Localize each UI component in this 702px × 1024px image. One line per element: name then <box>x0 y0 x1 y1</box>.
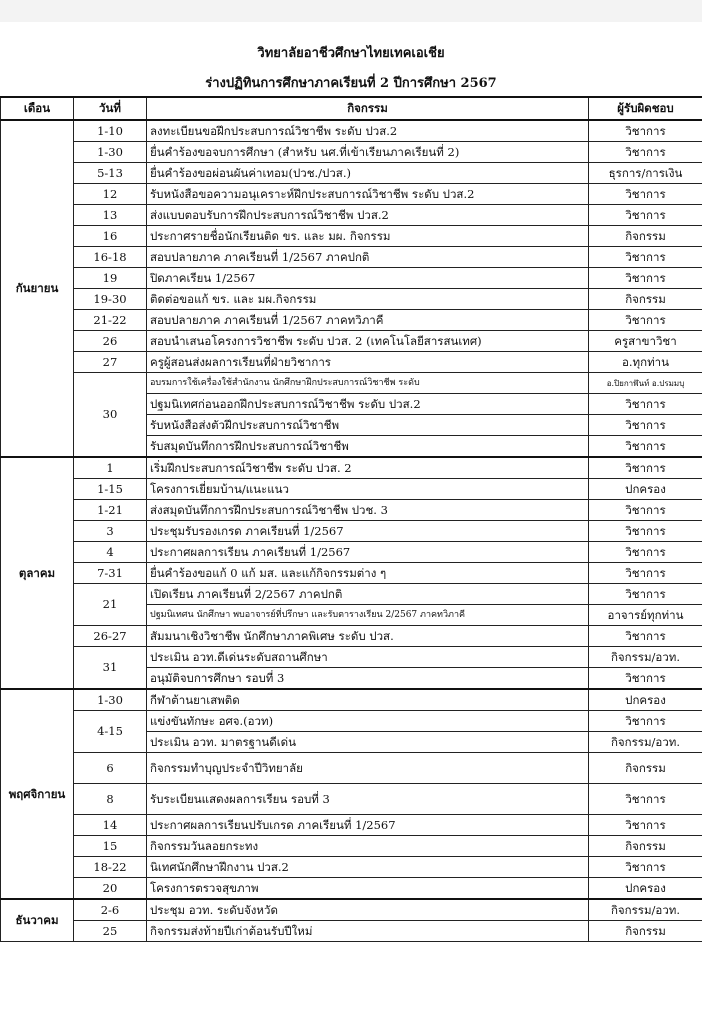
table-row <box>1 563 702 584</box>
responsible-cell: วิชาการ <box>589 268 702 289</box>
responsible-cell: วิชาการ <box>589 310 702 331</box>
table-row <box>1 373 702 394</box>
document-title: วิทยาลัยอาชีวศึกษาไทยเทคเอเชีย <box>257 46 445 61</box>
activity-cell: อนุมัติจบการศึกษา รอบที่ 3 <box>147 668 589 690</box>
date-cell: 26-27 <box>74 626 147 647</box>
month-cell: ตุลาคม <box>1 457 74 689</box>
activity-cell: กีฬาต้านยาเสพติด <box>147 689 589 711</box>
date-cell: 4 <box>74 542 147 563</box>
activity-cell: เริ่มฝึกประสบการณ์วิชาชีพ ระดับ ปวส. 2 <box>147 457 589 479</box>
responsible-cell: วิชาการ <box>589 521 702 542</box>
activity-cell: ยื่นคำร้องขอจบการศึกษา (สำหรับ นศ.ที่เข้าเรียนภาคเรียนที่ 2) <box>147 142 589 163</box>
table-row <box>1 878 702 900</box>
header-month: เดือน <box>1 97 74 120</box>
date-cell: 4-15 <box>74 711 147 753</box>
activity-cell: โครงการเยี่ยมบ้าน/แนะแนว <box>147 479 589 500</box>
responsible-cell: วิชาการ <box>589 247 702 268</box>
table-row <box>1 205 702 226</box>
date-cell: 25 <box>74 921 147 942</box>
date-cell: 1-15 <box>74 479 147 500</box>
table-row <box>1 289 702 310</box>
activity-cell: สอบนำเสนอโครงการวิชาชีพ ระดับ ปวส. 2 (เทคโนโลยีสารสนเทศ) <box>147 331 589 352</box>
responsible-cell: กิจกรรม <box>589 921 702 942</box>
responsible-cell: อ.ปิยกาฬันท์ อ.ปรมมบุ <box>589 373 702 394</box>
table-row <box>1 711 702 732</box>
responsible-cell: วิชาการ <box>589 563 702 584</box>
month-cell: กันยายน <box>1 120 74 457</box>
activity-cell: ประกาศผลการเรียนปรับเกรด ภาคเรียนที่ 1/2567 <box>147 815 589 836</box>
activity-cell: ประเมิน อวท.ดีเด่นระดับสถานศึกษา <box>147 647 589 668</box>
activity-cell: รับหนังสือส่งตัวฝึกประสบการณ์วิชาชีพ <box>147 415 589 436</box>
activity-cell: ส่งแบบตอบรับการฝึกประสบการณ์วิชาชีพ ปวส.2 <box>147 205 589 226</box>
table-row <box>1 521 702 542</box>
date-cell: 1-30 <box>74 142 147 163</box>
responsible-cell: ปกครอง <box>589 479 702 500</box>
date-cell: 18-22 <box>74 857 147 878</box>
activity-cell: แข่งขันทักษะ อศจ.(อวท) <box>147 711 589 732</box>
activity-cell: กิจกรรมทำบุญประจำปีวิทยาลัย <box>147 753 589 784</box>
date-cell: 16-18 <box>74 247 147 268</box>
table-row <box>1 120 702 142</box>
responsible-cell: วิชาการ <box>589 815 702 836</box>
table-row <box>1 247 702 268</box>
date-cell: 8 <box>74 784 147 815</box>
activity-cell: ปฐมนิเทศน นักศึกษา พบอาจารย์ที่ปรึกษา และรับตารางเรียน 2/2567 ภาคทวิภาคี <box>147 605 589 626</box>
responsible-cell: วิชาการ <box>589 457 702 479</box>
activity-cell: ปฐมนิเทศก่อนออกฝึกประสบการณ์วิชาชีพ ระดับ ปวส.2 <box>147 394 589 415</box>
date-cell: 1 <box>74 457 147 479</box>
activity-cell: โครงการตรวจสุขภาพ <box>147 878 589 900</box>
date-cell: 6 <box>74 753 147 784</box>
responsible-cell: กิจกรรม/อวท. <box>589 899 702 921</box>
table-row <box>1 689 702 711</box>
responsible-cell: ธุรการ/การเงิน <box>589 163 702 184</box>
activity-cell: เปิดเรียน ภาคเรียนที่ 2/2567 ภาคปกติ <box>147 584 589 605</box>
responsible-cell: วิชาการ <box>589 542 702 563</box>
activity-cell: นิเทศนักศึกษาฝึกงาน ปวส.2 <box>147 857 589 878</box>
activity-cell: สัมมนาเชิงวิชาชีพ นักศึกษาภาคพิเศษ ระดับ ปวส. <box>147 626 589 647</box>
responsible-cell: ปกครอง <box>589 689 702 711</box>
responsible-cell: กิจกรรม <box>589 753 702 784</box>
date-cell: 16 <box>74 226 147 247</box>
activity-cell: ปิดภาคเรียน 1/2567 <box>147 268 589 289</box>
table-row <box>1 500 702 521</box>
activity-cell: กิจกรรมวันลอยกระทง <box>147 836 589 857</box>
date-cell: 12 <box>74 184 147 205</box>
table-row <box>1 457 702 479</box>
table-row <box>1 331 702 352</box>
responsible-cell: วิชาการ <box>589 500 702 521</box>
responsible-cell: วิชาการ <box>589 142 702 163</box>
responsible-cell: วิชาการ <box>589 711 702 732</box>
responsible-cell: อาจารย์ทุกท่าน <box>589 605 702 626</box>
date-cell: 31 <box>74 647 147 690</box>
responsible-cell: วิชาการ <box>589 184 702 205</box>
top-bar <box>0 0 702 22</box>
date-cell: 2-6 <box>74 899 147 921</box>
responsible-cell: ปกครอง <box>589 878 702 900</box>
responsible-cell: วิชาการ <box>589 205 702 226</box>
activity-cell: กิจกรรมส่งท้ายปีเก่าต้อนรับปีใหม่ <box>147 921 589 942</box>
date-cell: 19-30 <box>74 289 147 310</box>
document-subtitle: ร่างปฏิทินการศึกษาภาคเรียนที่ 2 ปีการศึกษา 2567 <box>205 76 497 91</box>
activity-cell: ประชุม อวท. ระดับจังหวัด <box>147 899 589 921</box>
activity-cell: ประเมิน อวท. มาตรฐานดีเด่น <box>147 732 589 753</box>
responsible-cell: วิชาการ <box>589 415 702 436</box>
table-row <box>1 163 702 184</box>
activity-cell: ยื่นคำร้องขอแก้ 0 แก้ มส. และแก้กิจกรรมต่าง ๆ <box>147 563 589 584</box>
table-row <box>1 142 702 163</box>
activity-cell: อบรมการใช้เครื่องใช้สำนักงาน นักศึกษาฝึกประสบการณ์วิชาชีพ ระดับ <box>147 373 589 394</box>
table-row <box>1 626 702 647</box>
table-header-row <box>1 97 702 120</box>
table-row <box>1 310 702 331</box>
table-row <box>1 352 702 373</box>
date-cell: 1-30 <box>74 689 147 711</box>
activity-cell: ประชุมรับรองเกรด ภาคเรียนที่ 1/2567 <box>147 521 589 542</box>
responsible-cell: วิชาการ <box>589 626 702 647</box>
activity-cell: สอบปลายภาค ภาคเรียนที่ 1/2567 ภาคปกติ <box>147 247 589 268</box>
date-cell: 19 <box>74 268 147 289</box>
table-row <box>1 226 702 247</box>
responsible-cell: กิจกรรม <box>589 289 702 310</box>
month-cell: ธันวาคม <box>1 899 74 942</box>
responsible-cell: กิจกรรม <box>589 836 702 857</box>
date-cell: 20 <box>74 878 147 900</box>
activity-cell: ส่งสมุดบันทึกการฝึกประสบการณ์วิชาชีพ ปวช. 3 <box>147 500 589 521</box>
date-cell: 13 <box>74 205 147 226</box>
activity-cell: ติดต่อขอแก้ ขร. และ มผ.กิจกรรม <box>147 289 589 310</box>
header-responsible: ผู้รับผิดชอบ <box>589 97 702 120</box>
date-cell: 27 <box>74 352 147 373</box>
table-row <box>1 857 702 878</box>
responsible-cell: วิชาการ <box>589 394 702 415</box>
date-cell: 7-31 <box>74 563 147 584</box>
responsible-cell: วิชาการ <box>589 668 702 690</box>
responsible-cell: กิจกรรม/อวท. <box>589 647 702 668</box>
date-cell: 21 <box>74 584 147 626</box>
activity-cell: รับหนังสือขอความอนุเคราะห์ฝึกประสบการณ์วิชาชีพ ระดับ ปวส.2 <box>147 184 589 205</box>
responsible-cell: อ.ทุกท่าน <box>589 352 702 373</box>
date-cell: 1-10 <box>74 120 147 142</box>
table-row <box>1 268 702 289</box>
table-row <box>1 815 702 836</box>
activity-cell: สอบปลายภาค ภาคเรียนที่ 1/2567 ภาคทวิภาคี <box>147 310 589 331</box>
table-body <box>1 120 702 942</box>
table-row <box>1 899 702 921</box>
responsible-cell: วิชาการ <box>589 857 702 878</box>
table-row <box>1 542 702 563</box>
table-row <box>1 836 702 857</box>
table-row <box>1 479 702 500</box>
date-cell: 5-13 <box>74 163 147 184</box>
responsible-cell: วิชาการ <box>589 784 702 815</box>
header-date: วันที่ <box>74 97 147 120</box>
activity-cell: รับระเบียนแสดงผลการเรียน รอบที่ 3 <box>147 784 589 815</box>
date-cell: 1-21 <box>74 500 147 521</box>
table-row <box>1 184 702 205</box>
table-row <box>1 784 702 815</box>
date-cell: 15 <box>74 836 147 857</box>
activity-cell: ประกาศรายชื่อนักเรียนติด ขร. และ มผ. กิจกรรม <box>147 226 589 247</box>
month-cell: พฤศจิกายน <box>1 689 74 899</box>
table-row <box>1 584 702 605</box>
activity-cell: รับสมุดบันทึกการฝึกประสบการณ์วิชาชีพ <box>147 436 589 458</box>
responsible-cell: วิชาการ <box>589 120 702 142</box>
table-row <box>1 921 702 942</box>
responsible-cell: กิจกรรม/อวท. <box>589 732 702 753</box>
date-cell: 14 <box>74 815 147 836</box>
calendar-table <box>0 96 702 942</box>
responsible-cell: กิจกรรม <box>589 226 702 247</box>
header-activity: กิจกรรม <box>147 97 589 120</box>
activity-cell: ลงทะเบียนขอฝึกประสบการณ์วิชาชีพ ระดับ ปวส.2 <box>147 120 589 142</box>
activity-cell: ครูผู้สอนส่งผลการเรียนที่ฝ่ายวิชาการ <box>147 352 589 373</box>
date-cell: 21-22 <box>74 310 147 331</box>
date-cell: 26 <box>74 331 147 352</box>
activity-cell: ยื่นคำร้องขอผ่อนผันค่าเทอม(ปวช./ปวส.) <box>147 163 589 184</box>
responsible-cell: วิชาการ <box>589 436 702 458</box>
responsible-cell: ครูสาขาวิชา <box>589 331 702 352</box>
table-row <box>1 753 702 784</box>
table-row <box>1 647 702 668</box>
responsible-cell: วิชาการ <box>589 584 702 605</box>
activity-cell: ประกาศผลการเรียน ภาคเรียนที่ 1/2567 <box>147 542 589 563</box>
date-cell: 3 <box>74 521 147 542</box>
date-cell: 30 <box>74 373 147 458</box>
